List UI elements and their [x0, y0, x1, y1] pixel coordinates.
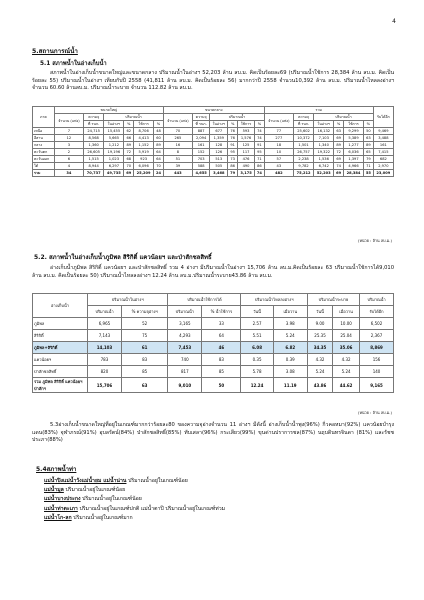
sub-header: % — [228, 121, 238, 128]
group-header-large: ขนาดใหญ่ — [54, 107, 163, 114]
col-capacity-header: ความจุ — [293, 114, 313, 121]
subsection-5-2-heading: 5.2. สภาพน้ำในอ่างเก็บน้ำภูมิพล สิริกิติ์ แควน้อยฯ และป่าสักชลสิทธิ์ — [34, 254, 212, 261]
value-cell: 4,966 — [343, 163, 363, 170]
total-cell: 23,009 — [373, 170, 393, 177]
subsection-5-1-heading: 5.1 สภาพน้ำในอ่างเก็บน้ำ — [40, 61, 107, 67]
value-cell: 2,367 — [360, 330, 394, 342]
value-cell: 1,536 — [314, 156, 334, 163]
paragraph-5-2 — [32, 265, 394, 280]
sub-header: % — [334, 121, 344, 128]
value-cell: 63 — [334, 128, 344, 135]
value-cell: 1,340 — [314, 142, 334, 149]
value-cell: 89 — [124, 142, 134, 149]
value-cell: 588 — [193, 163, 210, 170]
value-cell: 89 — [334, 142, 344, 149]
value-cell: 4 — [54, 163, 83, 170]
total-cell: 34 — [54, 170, 83, 177]
value-cell: 923 — [134, 156, 154, 163]
value-cell: 68 — [124, 156, 134, 163]
value-cell: 25.04 — [333, 330, 360, 342]
total-cell: 9,010 — [168, 378, 202, 393]
river-name: แม่น้ำปิงแม่น้ำวังแม่น้ำยม แม่น้ำน่าน — [44, 478, 127, 484]
value-cell: 9,299 — [343, 128, 363, 135]
value-cell: 16 — [163, 142, 192, 149]
value-cell: 9.00 — [307, 318, 332, 330]
paragraph-5-3 — [32, 422, 394, 445]
value-cell: 4,413 — [134, 135, 154, 142]
value-cell: 125 — [237, 142, 254, 149]
value-cell: 19,196 — [104, 149, 124, 156]
region-cell: เหนือ — [33, 128, 55, 135]
value-cell: 0.35 — [241, 354, 273, 366]
value-cell: 783 — [88, 354, 122, 366]
total-cell: 11.19 — [273, 378, 307, 393]
value-cell: 52 — [121, 318, 167, 330]
total-cell: 50 — [202, 378, 241, 393]
value-cell: 6,036 — [343, 149, 363, 156]
sub-header: % — [154, 121, 164, 128]
value-cell: 161 — [373, 142, 393, 149]
river-name: แม่น้ำมูล — [44, 487, 64, 494]
total-cell: 63 — [121, 378, 167, 393]
value-cell: 1,152 — [134, 142, 154, 149]
value-cell: 5.78 — [241, 366, 273, 378]
sub-header: ใช้การ — [134, 121, 154, 128]
total-cell: 69 — [334, 170, 344, 177]
value-cell: 75 — [121, 330, 167, 342]
value-cell: 1,212 — [104, 142, 124, 149]
region-cell: ตะวันตก — [33, 149, 55, 156]
total-cell: 28,384 — [343, 170, 363, 177]
value-cell: 76 — [228, 135, 238, 142]
river-status-text: ปริมาณน้ำอยู่ในเกณฑ์น้อย — [63, 487, 126, 494]
value-cell: 593 — [237, 128, 254, 135]
value-cell: 95 — [228, 149, 238, 156]
sub-header: รับได้อีก — [360, 306, 394, 318]
value-cell: 2,094 — [193, 135, 210, 142]
value-cell: 70 — [163, 128, 192, 135]
value-cell: 1,576 — [237, 135, 254, 142]
total-cell: 69 — [124, 170, 134, 177]
col-capacity-header: ความจุ — [193, 114, 210, 121]
sub-header: ใช้การ — [343, 121, 363, 128]
value-cell: 6.08 — [241, 342, 273, 354]
subsection-5-4-heading: 5.4สภาพน้ำท่า — [36, 466, 77, 473]
sub-header: ใช้การ — [237, 121, 254, 128]
river-status-item — [44, 495, 225, 504]
total-cell: 75,212 — [293, 170, 313, 177]
total-cell: 482 — [264, 170, 293, 177]
value-cell: 89 — [154, 142, 164, 149]
group-header-release: ปริมาณน้ำระบาย — [307, 294, 359, 306]
value-cell: 76 — [228, 128, 238, 135]
value-cell: 4.32 — [333, 354, 360, 366]
sub-header: % ความจุอ่างฯ — [121, 306, 167, 318]
value-cell: 95 — [255, 149, 265, 156]
total-cell: 49,735 — [104, 170, 124, 177]
sub-header: วันนี้ — [241, 306, 273, 318]
value-cell: 83 — [121, 354, 167, 366]
sub-header: วันนี้ — [307, 306, 332, 318]
value-cell: 18 — [264, 142, 293, 149]
sub-header: ที่ รนก. — [84, 121, 104, 128]
value-cell: 64 — [154, 149, 164, 156]
sub-header: % — [124, 121, 134, 128]
value-cell: 820 — [88, 366, 122, 378]
value-cell: 12 — [54, 135, 83, 142]
total-cell: 3,468 — [210, 170, 228, 177]
value-cell: 2.57 — [241, 318, 273, 330]
river-name: แม่น้ำโก-ลก — [44, 514, 72, 521]
river-status-text: ปริมาณน้ำอยู่ในเกณฑ์น้อย — [126, 478, 188, 484]
river-status-item — [44, 486, 225, 495]
total-cell: 52,203 — [314, 170, 334, 177]
value-cell: 505 — [210, 163, 228, 170]
group-header-total: รวม — [264, 107, 373, 114]
value-cell: 156 — [360, 354, 394, 366]
value-cell: 91 — [255, 142, 265, 149]
table-row — [33, 156, 394, 163]
region-cell: ใต้ — [33, 163, 55, 170]
value-cell: 8,869 — [360, 342, 394, 354]
value-cell: 5.24 — [333, 366, 360, 378]
table1-unit-note: (หน่วย : ล้าน ลบ.ม.) — [357, 238, 392, 243]
value-cell: 1,277 — [343, 142, 363, 149]
sub-header: เมื่อวาน — [273, 306, 307, 318]
value-cell: 85 — [202, 366, 241, 378]
value-cell: 74 — [255, 135, 265, 142]
value-cell: 703 — [193, 156, 210, 163]
reservoir-name-cell: ภูมิพล+สิริกิติ์ — [33, 342, 88, 354]
value-cell: 39 — [163, 163, 192, 170]
value-cell: 43 — [264, 163, 293, 170]
value-cell: 86 — [228, 163, 238, 170]
value-cell: 51 — [163, 156, 192, 163]
total-cell: 79 — [228, 170, 238, 177]
table-row — [33, 142, 394, 149]
value-cell: 2 — [54, 149, 83, 156]
value-cell: 5.51 — [241, 330, 273, 342]
total-label: รวม ภูมิพล สิริกิติ์ แควน้อยฯ ป่าสักฯ — [33, 378, 88, 393]
value-cell: 817 — [168, 366, 202, 378]
main-reservoirs-table — [32, 293, 394, 393]
total-cell: 70,737 — [84, 170, 104, 177]
value-cell: 15,455 — [104, 128, 124, 135]
total-cell: 9,165 — [360, 378, 394, 393]
sub-header: ในอ่างฯ — [314, 121, 334, 128]
total-label: รวม — [33, 170, 55, 177]
value-cell: 60 — [154, 135, 164, 142]
sub-header: ปริมาณน้ำ — [88, 306, 122, 318]
value-cell: 140 — [360, 366, 394, 378]
value-cell: 85 — [121, 366, 167, 378]
river-status-text: ปริมาณน้ำอยู่ในเกณฑ์น้อย — [80, 496, 142, 503]
value-cell: 72 — [334, 149, 344, 156]
group-header-capacity: ปริมาณน้ำ — [360, 294, 394, 306]
value-cell: 73 — [228, 156, 238, 163]
section-heading: 5.สถานการณ์น้ำ — [32, 48, 78, 55]
value-cell: 6,742 — [314, 163, 334, 170]
value-cell: 3 — [54, 142, 83, 149]
value-cell: 69 — [334, 156, 344, 163]
paragraph-5-2-text: อ่างเก็บน้ำภูมิพล สิริกิติ์ แควน้อยฯ และป่าสักชลสิทธิ์ รวม 4 อ่างฯ มีปริมาณน้ำในอ่างฯ 15,706 ล้าน ลบ.ม.คิดเป็นร้อยละ 63 ปริมาณน้ำใช้การได้9,010 ล้าน ลบ.ม. คิดเป็นร้อยละ 50) ปริมาณน้ำไหลลงอ่างฯ 12.24 ล้าน ลบ.ม.ปริมาณน้ำระบาย43.86 ล้าน ลบ.ม. — [32, 265, 394, 279]
value-cell: 128 — [210, 142, 228, 149]
value-cell: 57 — [264, 156, 293, 163]
total-cell: 43.86 — [307, 378, 332, 393]
sub-header: % น้ำใช้การ — [202, 306, 241, 318]
value-cell: 46 — [202, 342, 241, 354]
value-cell: 7,103 — [314, 135, 334, 142]
value-cell: 10,372 — [293, 135, 313, 142]
value-cell: 71 — [364, 163, 374, 170]
region-cell: กลาง — [33, 142, 55, 149]
river-status-text: ปริมาณน้ำอยู่ในเกณฑ์มาก — [71, 514, 133, 521]
value-cell: 10.00 — [333, 318, 360, 330]
value-cell: 6,965 — [88, 318, 122, 330]
table-row — [33, 342, 394, 354]
table-row — [33, 330, 394, 342]
value-cell: 1,023 — [104, 156, 124, 163]
value-cell: 62 — [124, 128, 134, 135]
value-cell: 513 — [210, 156, 228, 163]
value-cell: 16,132 — [314, 128, 334, 135]
value-cell: 1,360 — [84, 142, 104, 149]
value-cell: 161 — [193, 142, 210, 149]
value-cell: 35.06 — [333, 342, 360, 354]
value-cell: 2,970 — [373, 163, 393, 170]
table-row — [33, 149, 394, 156]
value-cell: 6,297 — [104, 163, 124, 170]
table-row — [33, 135, 394, 142]
value-cell: 126 — [210, 149, 228, 156]
value-cell: 61 — [121, 342, 167, 354]
group-header-inflow: ปริมาณน้ำไหลลงอ่างฯ — [241, 294, 307, 306]
value-cell: 7,415 — [373, 149, 393, 156]
value-cell: 5.24 — [273, 330, 307, 342]
col-count-header: จำนวน (แห่ง) — [54, 114, 83, 128]
value-cell: 26,757 — [293, 149, 313, 156]
value-cell: 14,103 — [88, 342, 122, 354]
value-cell: 83 — [202, 354, 241, 366]
value-cell: 74 — [334, 163, 344, 170]
total-row — [33, 170, 394, 177]
value-cell: 5.24 — [307, 366, 332, 378]
value-cell: 277 — [264, 135, 293, 142]
value-cell: 19,322 — [314, 149, 334, 156]
value-cell: 3,488 — [373, 135, 393, 142]
sub-header: ในอ่างฯ — [210, 121, 228, 128]
table-row — [33, 163, 394, 170]
value-cell: 66 — [124, 135, 134, 142]
value-cell: 3.98 — [273, 318, 307, 330]
reservoir-name-cell: ภูมิพล — [33, 318, 88, 330]
river-status-list — [44, 477, 225, 523]
value-cell: 117 — [237, 149, 254, 156]
col-volume-header: ปริมาณน้ำ — [314, 114, 374, 121]
reservoir-name-cell: ป่าสักชลสิทธิ์ — [33, 366, 88, 378]
table-row — [33, 128, 394, 135]
value-cell: 64 — [202, 330, 241, 342]
sub-header: ที่ รนก. — [193, 121, 210, 128]
col-reservoir-header: อ่างเก็บน้ำ — [33, 294, 88, 318]
value-cell: 5,665 — [104, 135, 124, 142]
total-cell: 74 — [255, 170, 265, 177]
value-cell: 7,453 — [168, 342, 202, 354]
region-cell: ตะวันออก — [33, 156, 55, 163]
value-cell: 1,501 — [293, 142, 313, 149]
value-cell: 7,143 — [88, 330, 122, 342]
value-cell: 887 — [193, 128, 210, 135]
value-cell: 63 — [364, 135, 374, 142]
value-cell: 7 — [54, 128, 83, 135]
value-cell: 33 — [202, 318, 241, 330]
value-cell: 8,706 — [134, 128, 154, 135]
value-cell: 4,293 — [168, 330, 202, 342]
value-cell: 26,605 — [84, 149, 104, 156]
col-volume-header: ปริมาณน้ำ — [104, 114, 164, 121]
value-cell: 48 — [154, 128, 164, 135]
value-cell: 25.35 — [307, 330, 332, 342]
value-cell: 677 — [210, 128, 228, 135]
region-cell: อีสาน — [33, 135, 55, 142]
value-cell: 74 — [255, 128, 265, 135]
value-cell: 3,165 — [168, 318, 202, 330]
sub-header: ที่ รนก. — [293, 121, 313, 128]
value-cell: 71 — [255, 156, 265, 163]
value-cell: 682 — [373, 156, 393, 163]
total-cell: 25,209 — [134, 170, 154, 177]
value-cell: 152 — [193, 149, 210, 156]
table-row — [33, 366, 394, 378]
value-cell: 5,919 — [134, 149, 154, 156]
river-name: แม่น้ำบางประกง — [44, 496, 81, 503]
col-count-header: จำนวน (แห่ง) — [163, 114, 192, 128]
total-cell: 4,655 — [193, 170, 210, 177]
value-cell: 6,096 — [134, 163, 154, 170]
value-cell: 89 — [364, 142, 374, 149]
river-status-item — [44, 505, 225, 514]
total-cell: 24 — [154, 170, 164, 177]
value-cell: 6,502 — [360, 318, 394, 330]
table-row — [33, 354, 394, 366]
group-header-volume: ปริมาณน้ำในอ่างฯ — [88, 294, 168, 306]
total-cell: 55 — [364, 170, 374, 177]
total-cell: 3,175 — [237, 170, 254, 177]
river-status-item — [44, 514, 225, 523]
value-cell: 8,944 — [84, 163, 104, 170]
group-header-usable: ปริมาณน้ำใช้การได้ — [168, 294, 241, 306]
value-cell: 50 — [364, 128, 374, 135]
value-cell: 5,389 — [343, 135, 363, 142]
value-cell: 740 — [168, 354, 202, 366]
sub-header: % — [255, 121, 265, 128]
paragraph-5-3-text: 5.3อ่างเก็บน้ำขนาดใหญ่ที่อยู่ในเกณฑ์มากกว่าร้อยละ80 ของความจุอ่างจำนวน 11 อ่างฯ มีดังนี้ อ่างเก็บน้ำน้ำพุง(96%) กิ่วคอหมา(92%) แควน้อยบำรุงแดน(83%) จุฬาภรณ์(91%) อุบลรัตน์(84%) ป่าสักชลสิทธิ์(85%) ทับเสลา(96%) กระเสียว(99%) ขุนด่านปราการชล(87%) นฤบดินทรจินดา (81%) และรัชชประภา(88%) — [32, 422, 394, 444]
col-capacity-header: ความจุ — [84, 114, 104, 121]
reservoir-summary-table — [32, 106, 394, 177]
value-cell: 91 — [228, 142, 238, 149]
group-header-medium: ขนาดกลาง — [163, 107, 264, 114]
total-cell: 15,706 — [88, 378, 122, 393]
value-cell: 476 — [237, 156, 254, 163]
river-name: แม่น้ำท่าตะเภา — [44, 505, 78, 512]
reservoir-name-cell: สิริกิติ์ — [33, 330, 88, 342]
sub-header: % — [364, 121, 374, 128]
value-cell: 3.08 — [273, 366, 307, 378]
sub-header: เมื่อวาน — [333, 306, 360, 318]
sub-header: ปริมาณน้ำ — [168, 306, 202, 318]
value-cell: 6.82 — [273, 342, 307, 354]
table-row — [33, 318, 394, 330]
sub-header: ในอ่างฯ — [104, 121, 124, 128]
value-cell: 72 — [124, 149, 134, 156]
value-cell: 8 — [163, 149, 192, 156]
value-cell: 86 — [255, 163, 265, 170]
value-cell: 77 — [264, 128, 293, 135]
value-cell: 10 — [264, 149, 293, 156]
col-inflow-header: รับได้อีก — [373, 107, 393, 128]
reservoir-name-cell: แควน้อยฯ — [33, 354, 88, 366]
paragraph-5-1-text: สภาพน้ำในอ่างเก็บน้ำขนาดใหญ่และขนาดกลาง ปริมาณน้ำในอ่างฯ 52,203 ล้าน ลบ.ม. คิดเป็นร้อยละ69 (ปริมาณน้ำใช้การ 28,384 ล้าน ลบ.ม. คิดเป็นร้อยละ 55) ปริมาณน้ำในอ่างฯ เทียบกับปี 2558 (41,811 ล้าน ลบ.ม. คิดเป็นร้อยละ 56) มากกว่าปี 2558 จำนวน10,392 ล้าน ลบ.ม. ปริมาณน้ำไหลลงอ่างฯ จำนวน 60.60 ล้านลบ.ม. ปริมาณน้ำระบาย จำนวน 112.82 ล้าน ลบ.ม. — [32, 70, 394, 92]
value-cell: 69 — [334, 135, 344, 142]
col-volume-header: ปริมาณน้ำ — [210, 114, 264, 121]
value-cell: 70 — [124, 163, 134, 170]
value-cell: 25,602 — [293, 128, 313, 135]
table2-unit-note: (หน่วย : ล้าน ลบ.ม.) — [357, 410, 392, 415]
value-cell: 65 — [364, 149, 374, 156]
value-cell: 9,782 — [293, 163, 313, 170]
value-cell: 2,238 — [293, 156, 313, 163]
value-cell: 1,359 — [210, 135, 228, 142]
value-cell: 4.32 — [307, 354, 332, 366]
value-cell: 0.39 — [273, 354, 307, 366]
value-cell: 6 — [54, 156, 83, 163]
value-cell: 490 — [237, 163, 254, 170]
total-cell: 44.62 — [333, 378, 360, 393]
river-status-item — [44, 477, 225, 486]
value-cell: 1,397 — [343, 156, 363, 163]
value-cell: 265 — [163, 135, 192, 142]
value-cell: 79 — [364, 156, 374, 163]
total-row — [33, 378, 394, 393]
value-cell: 1,515 — [84, 156, 104, 163]
value-cell: 70 — [154, 163, 164, 170]
total-cell: 12.24 — [241, 378, 273, 393]
value-cell: 9,469 — [373, 128, 393, 135]
page-number: 4 — [392, 18, 396, 25]
river-status-text: ปริมาณน้ำอยู่ในเกณฑ์ปกติ แม่น้ำตาปี ปริมาณน้ำอยู่ในเกณฑ์ท่วม — [77, 505, 226, 512]
value-cell: 34.35 — [307, 342, 332, 354]
value-cell: 64 — [154, 156, 164, 163]
total-cell: 443 — [163, 170, 192, 177]
value-cell: 24,715 — [84, 128, 104, 135]
col-region-header: ภาค — [33, 107, 55, 128]
value-cell: 8,568 — [84, 135, 104, 142]
col-count-header: จำนวน (แห่ง) — [264, 114, 293, 128]
paragraph-5-1 — [32, 70, 394, 93]
